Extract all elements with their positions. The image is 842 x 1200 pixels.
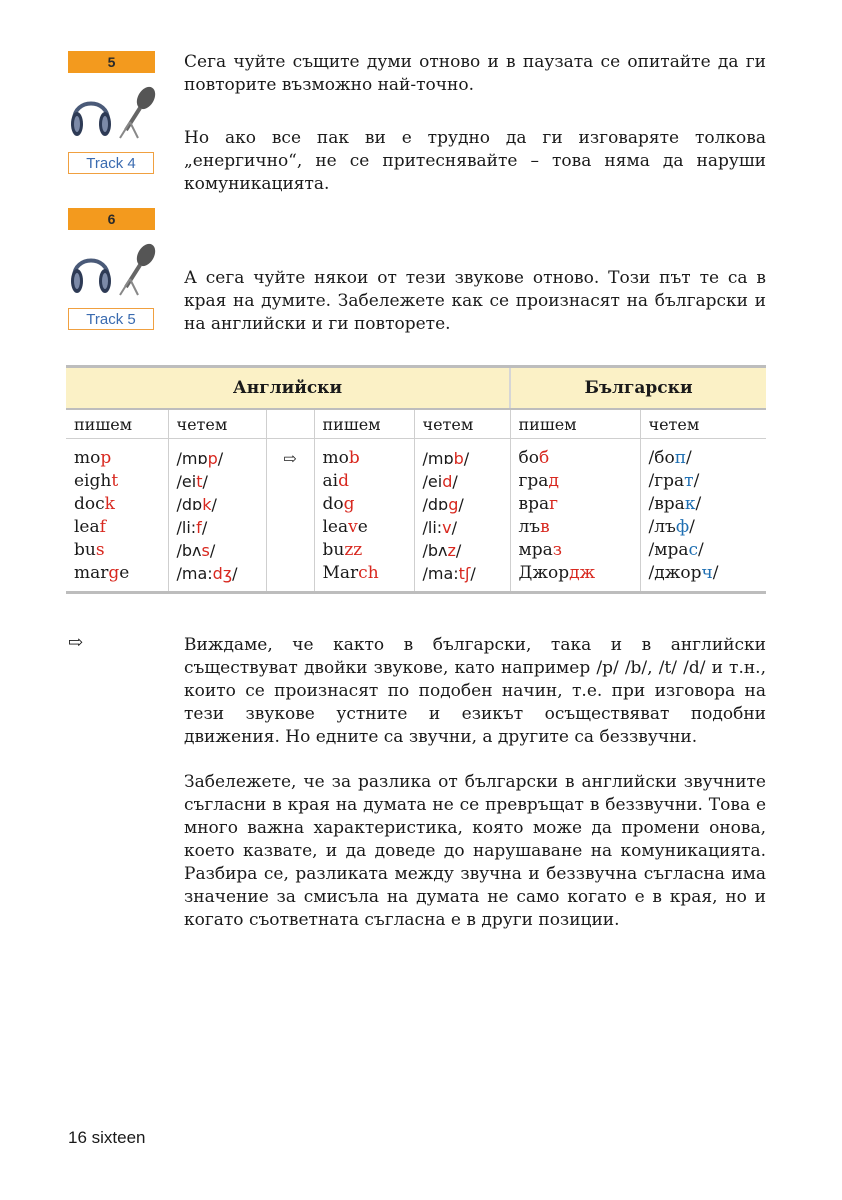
word-entry: /ma:tʃ/ [422, 564, 476, 583]
exercise-6-number: 6 [68, 208, 155, 230]
word-entry: град [518, 471, 559, 491]
word-entry: /джорч/ [648, 563, 719, 583]
audio-icons-6 [68, 241, 158, 297]
word-entry: боб [518, 448, 550, 468]
en-voiceless-write-column [66, 439, 168, 593]
word-entry: /eit/ [176, 472, 208, 491]
exercise-5-paragraph-2: Но ако все пак ви е трудно да ги изговаряте толкова „енергично“, не се притеснявайте – това няма да наруши комуникацията. [184, 128, 766, 194]
word-entry: eight [74, 471, 119, 491]
sounds-table [66, 365, 766, 594]
word-entry: leaf [74, 517, 106, 537]
word-entry: leave [322, 517, 368, 537]
arrow-icon: ⇨ [68, 632, 84, 653]
en-voiced-write-column [314, 439, 414, 593]
word-entry: /eid/ [422, 472, 458, 491]
bg-read-column [640, 439, 766, 593]
word-entry: mob [322, 448, 360, 468]
en-voiced-read-column [414, 439, 510, 593]
word-entry: /грат/ [648, 471, 700, 491]
exercise-5-paragraph-1: Сега чуйте същите думи отново и в паузата се опитайте да ги повторите възможно най-точно. [184, 52, 766, 95]
note-paragraph-2: Забележете, че за разлика от български в английски звучните съгласни в края на думата не се превръщат в беззвучни. Това е много важна характеристика, която може да промени онова, което казвате, и да доведе до нарушаване на комуникацията. Разбира се, разликата между звучна и беззвучна съгласна има значение за смисъла на думата не само когато е в края, но и когато съответната съгласна е в други позиции. [184, 772, 766, 930]
word-entry: /li:f/ [176, 518, 208, 537]
word-entry: /ma:dʒ/ [176, 564, 238, 583]
exercise-5-number: 5 [68, 51, 155, 73]
track-4-label[interactable]: Track 4 [68, 152, 154, 174]
word-entry: March [322, 563, 379, 583]
word-entry: /dɒk/ [176, 495, 217, 514]
microphone-icon [120, 241, 158, 295]
word-entry: лъв [518, 517, 550, 537]
col-header-empty [266, 409, 314, 439]
col-header-read: четем [414, 409, 510, 439]
word-entry: dock [74, 494, 115, 514]
audio-icons-5 [68, 84, 158, 140]
col-header-read: четем [168, 409, 266, 439]
word-entry: /mɒp/ [176, 449, 224, 468]
arrow-icon: ⇨ [266, 439, 314, 593]
word-entry: bus [74, 540, 105, 560]
microphone-icon [120, 84, 158, 138]
word-entry: aid [322, 471, 349, 491]
word-entry: мраз [518, 540, 563, 560]
word-entry: /dɒg/ [422, 495, 464, 514]
col-header-write: пишем [66, 409, 168, 439]
word-entry: buzz [322, 540, 363, 560]
word-entry: dog [322, 494, 355, 514]
bg-write-column [510, 439, 640, 593]
track-5-label[interactable]: Track 5 [68, 308, 154, 330]
col-header-read: четем [640, 409, 766, 439]
word-entry: /bʌz/ [422, 541, 462, 560]
word-entry: враг [518, 494, 559, 514]
word-entry: /mɒb/ [422, 449, 470, 468]
english-group-header: Английски [66, 367, 510, 410]
word-entry: Джордж [518, 563, 596, 583]
headphones-icon [71, 104, 111, 137]
col-header-write: пишем [510, 409, 640, 439]
exercise-6-paragraph: А сега чуйте някои от тези звукове отново. Този път те са в края на думите. Забележете как се произнасят на български и на английски и ги повторете. [184, 268, 766, 334]
word-entry: /bʌs/ [176, 541, 216, 560]
page-number: 16 sixteen [68, 1128, 146, 1147]
word-entry: /мрас/ [648, 540, 704, 560]
headphones-icon [71, 261, 111, 294]
word-entry: /врак/ [648, 494, 702, 514]
word-entry: marge [74, 563, 130, 583]
note-paragraph-1: Виждаме, че както в български, така и в английски съществуват двойки звукове, като например /p/ /b/, /t/ /d/ и т.н., които се произнасят по подобен начин, т.е. при изговора на тези звукове устните и езикът осъществяват подобни движения. Но едните са звучни, а другите са беззвучни. [184, 635, 766, 747]
col-header-write: пишем [314, 409, 414, 439]
bulgarian-group-header: Български [510, 367, 766, 410]
word-entry: /лъф/ [648, 517, 695, 537]
word-entry: mop [74, 448, 112, 468]
en-voiceless-read-column [168, 439, 266, 593]
word-entry: /боп/ [648, 448, 692, 468]
word-entry: /li:v/ [422, 518, 458, 537]
